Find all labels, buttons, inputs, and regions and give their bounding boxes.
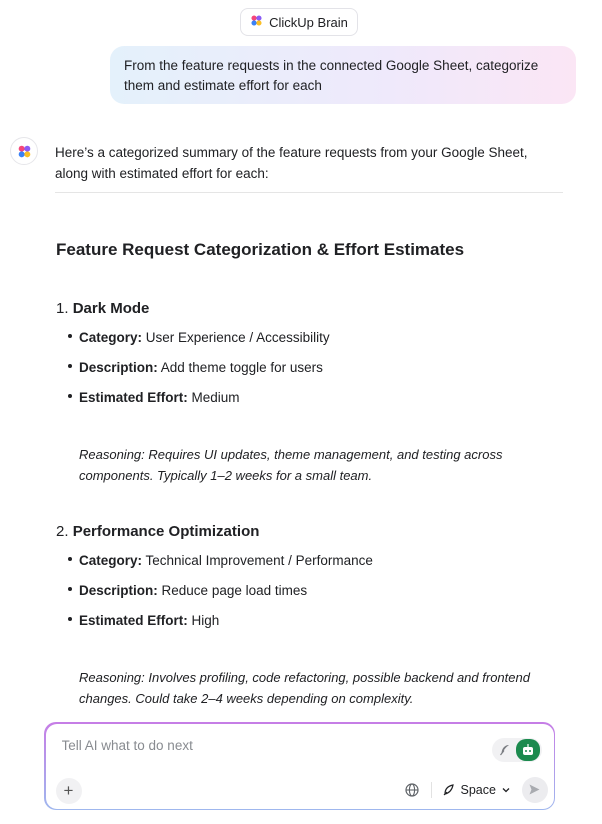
section-title [56, 300, 149, 317]
chevron-down-icon [501, 785, 511, 795]
prompt-input[interactable] [62, 738, 462, 753]
bullet-value: Add theme toggle for users [160, 360, 323, 375]
reasoning-line: changes. Could take 2–4 weeks depending on complexity. [79, 691, 414, 706]
reasoning-text [79, 444, 559, 486]
bullet-value: Technical Improvement / Performance [145, 553, 373, 568]
list-item [68, 390, 240, 405]
section-title [56, 523, 259, 540]
toolbar-divider [431, 782, 432, 798]
list-item [68, 613, 219, 628]
feather-icon[interactable] [494, 740, 516, 760]
web-search-button[interactable] [402, 780, 422, 800]
chat-composer [44, 722, 555, 810]
list-item [68, 330, 330, 345]
bullet-label: Category: [79, 330, 143, 345]
reasoning-text [79, 667, 559, 709]
list-item [68, 360, 323, 375]
section-name: Performance Optimization [72, 523, 260, 540]
bullet-label: Estimated Effort: [79, 613, 188, 628]
section-number: 1. [56, 300, 69, 317]
brain-logo-icon [250, 14, 263, 30]
list-item [68, 553, 373, 568]
bullet-value: Medium [191, 390, 240, 405]
space-icon [442, 783, 456, 797]
globe-icon [405, 783, 419, 797]
response-heading: Feature Request Categorization & Effort Estimates [56, 240, 465, 259]
bullet-label: Category: [79, 553, 143, 568]
brain-title-pill [240, 8, 358, 36]
send-button[interactable] [522, 777, 548, 803]
bullet-value: High [191, 613, 220, 628]
bullet-label: Description: [79, 583, 158, 598]
list-item [68, 583, 307, 598]
attach-button[interactable] [56, 778, 82, 804]
space-selector[interactable] [442, 778, 511, 802]
space-label: Space [460, 782, 496, 797]
divider [55, 192, 563, 193]
bullet-label: Estimated Effort: [79, 390, 188, 405]
mode-toggle[interactable] [492, 738, 542, 762]
ai-avatar [10, 137, 38, 165]
reasoning-line: Reasoning: Involves profiling, code refactoring, possible backend and frontend [79, 670, 530, 685]
brain-logo-icon [17, 144, 32, 159]
section-number: 2. [56, 523, 69, 540]
reasoning-line: components. Typically 1–2 weeks for a small team. [79, 468, 373, 483]
bullet-label: Description: [79, 360, 158, 375]
plus-icon: + [63, 780, 74, 800]
robot-icon[interactable] [516, 739, 540, 761]
user-message-bubble: From the feature requests in the connected Google Sheet, categorize them and estimate effort for each [110, 46, 576, 104]
reasoning-line: Reasoning: Requires UI updates, theme management, and testing across [79, 447, 503, 462]
brain-title: ClickUp Brain [269, 14, 348, 30]
section-name: Dark Mode [72, 300, 150, 317]
bullet-value: Reduce page load times [161, 583, 308, 598]
bullet-value: User Experience / Accessibility [145, 330, 330, 345]
send-icon [528, 783, 541, 796]
ai-intro-text: Here’s a categorized summary of the feature requests from your Google Sheet, along with estimated effort for each: [55, 145, 528, 181]
